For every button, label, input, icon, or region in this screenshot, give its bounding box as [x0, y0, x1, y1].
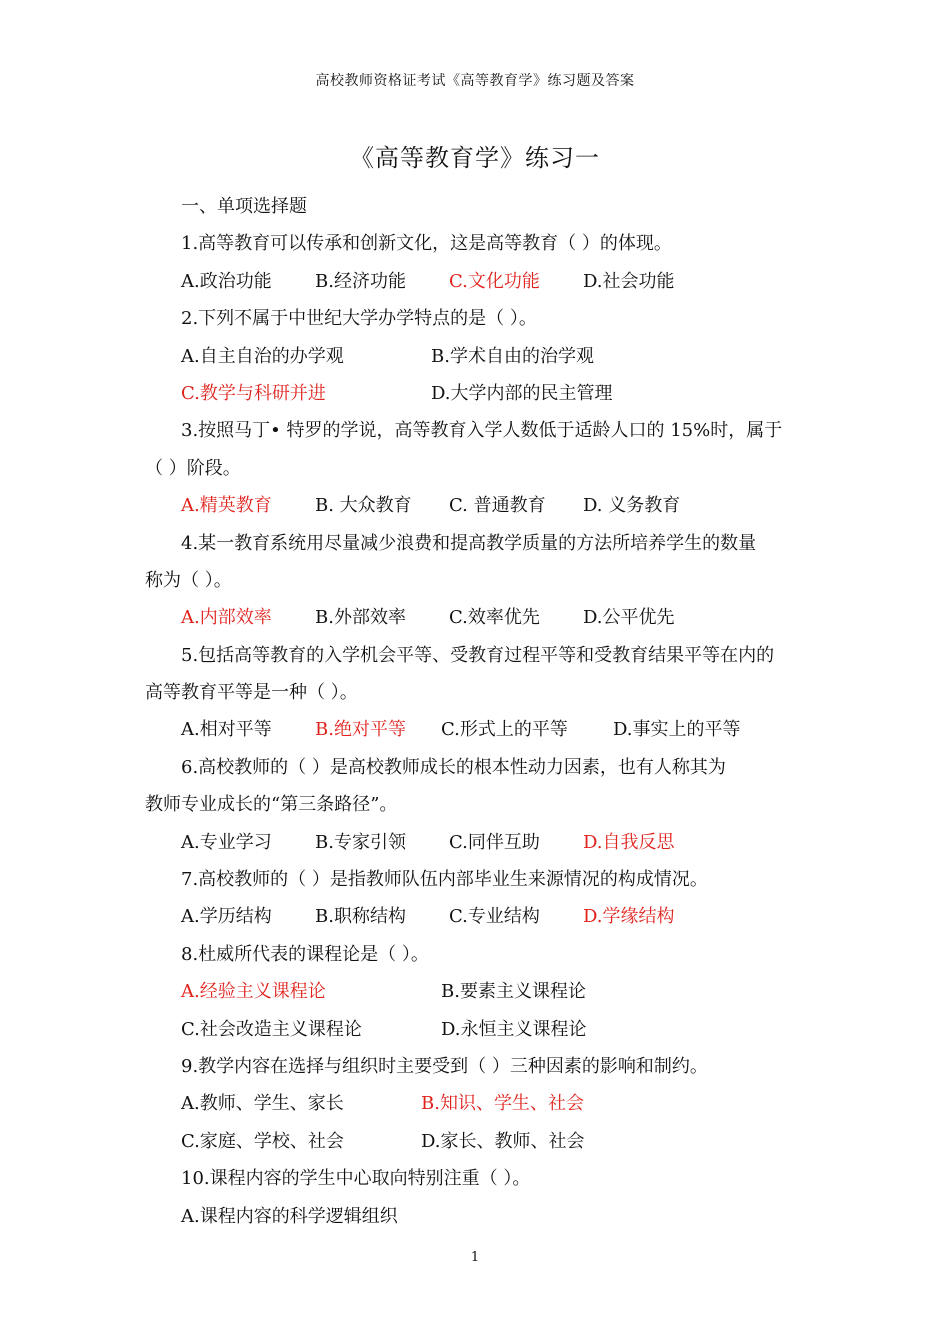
- question-2-options-row-2: [145, 375, 810, 412]
- question-4: 4.某一教育系统用尽量减少浪费和提高教学质量的方法所培养学生的数量: [181, 532, 757, 554]
- option-b: B.要素主义课程论: [441, 981, 586, 1003]
- option-c: C.形式上的平等: [441, 719, 568, 741]
- question-5: 5.包括高等教育的入学机会平等、受教育过程平等和受教育结果平等在内的: [181, 644, 775, 666]
- question-9-options-row-1: [145, 1085, 810, 1122]
- option-c: C.家庭、学校、社会: [181, 1130, 344, 1152]
- option-d: D.公平优先: [583, 607, 675, 629]
- question-6: 6.高校教师的（ ）是高校教师成长的根本性动力因素，也有人称其为: [181, 756, 726, 778]
- question-7-options: [145, 898, 810, 935]
- option-b: B.职称结构: [315, 906, 406, 928]
- option-d-answer: D.自我反思: [583, 831, 675, 853]
- question-4-continued: 称为（ ）。: [145, 569, 232, 591]
- question-2-options-row-1: [145, 338, 810, 375]
- question-1-options: [145, 263, 810, 300]
- option-d: D. 义务教育: [583, 495, 681, 517]
- option-a: A.政治功能: [181, 270, 272, 292]
- option-c: C.专业结构: [449, 906, 540, 928]
- question-7: 7.高校教师的（ ）是指教师队伍内部毕业生来源情况的构成情况。: [181, 869, 708, 891]
- question-8-options-row-2: [145, 1011, 810, 1048]
- option-b: B. 大众教育: [315, 495, 412, 517]
- question-3-options: [145, 487, 810, 524]
- question-5-continued: 高等教育平等是一种（ ）。: [145, 682, 358, 704]
- question-1: 1.高等教育可以传承和创新文化，这是高等教育（ ）的体现。: [181, 233, 672, 255]
- question-3-continued: （ ）阶段。: [145, 457, 241, 479]
- question-10: 10.课程内容的学生中心取向特别注重（ ）。: [181, 1168, 531, 1190]
- option-c: C.同伴互助: [449, 831, 540, 853]
- question-3: 3.按照马丁• 特罗的学说，高等教育入学人数低于适龄人口的 15%时，属于: [181, 420, 783, 442]
- option-c: C. 普通教育: [449, 495, 546, 517]
- option-a: A.教师、学生、家长: [181, 1093, 344, 1115]
- question-8: 8.杜威所代表的课程论是（ ）。: [181, 943, 429, 965]
- option-d: D.家长、教师、社会: [421, 1130, 585, 1152]
- option-c: C.社会改造主义课程论: [181, 1018, 362, 1040]
- section-heading: 一、单项选择题: [181, 196, 307, 217]
- question-8-options-row-1: [145, 973, 810, 1010]
- option-a: A.专业学习: [181, 831, 272, 853]
- running-header: 高校教师资格证考试《高等教育学》练习题及答案: [315, 73, 635, 89]
- option-a-answer: A.内部效率: [181, 607, 272, 629]
- question-9: 9.教学内容在选择与组织时主要受到（ ）三种因素的影响和制约。: [181, 1055, 708, 1077]
- question-6-continued: 教师专业成长的“第三条路径”。: [145, 794, 398, 816]
- option-a-answer: A.精英教育: [181, 495, 272, 517]
- option-b-answer: B.知识、学生、社会: [421, 1093, 584, 1115]
- option-a: A.自主自治的办学观: [181, 345, 344, 367]
- option-a: A.学历结构: [181, 906, 272, 928]
- question-10-options: [145, 1198, 810, 1235]
- option-a: A.相对平等: [181, 719, 272, 741]
- option-c-answer: C.文化功能: [449, 270, 540, 292]
- option-b-answer: B.绝对平等: [315, 719, 406, 741]
- question-2: 2.下列不属于中世纪大学办学特点的是（ ）。: [181, 308, 537, 330]
- question-list: [145, 188, 810, 1235]
- page-number: 1: [470, 1250, 480, 1265]
- option-d: D.大学内部的民主管理: [431, 382, 613, 404]
- option-c: C.效率优先: [449, 607, 540, 629]
- question-5-options: [145, 711, 810, 748]
- option-b: B.外部效率: [315, 607, 406, 629]
- option-d: D.永恒主义课程论: [441, 1018, 587, 1040]
- question-6-options: [145, 824, 810, 861]
- page-title: 《高等教育学》练习一: [350, 144, 600, 172]
- option-b: B.专家引领: [315, 831, 406, 853]
- option-d: D.事实上的平等: [613, 719, 741, 741]
- option-a: A.课程内容的科学逻辑组织: [181, 1205, 398, 1227]
- question-9-options-row-2: [145, 1123, 810, 1160]
- option-b: B.学术自由的治学观: [431, 345, 594, 367]
- option-b: B.经济功能: [315, 270, 406, 292]
- option-c-answer: C.教学与科研并进: [181, 382, 326, 404]
- option-d-answer: D.学缘结构: [583, 906, 675, 928]
- option-a-answer: A.经验主义课程论: [181, 981, 326, 1003]
- question-4-options: [145, 599, 810, 636]
- option-d: D.社会功能: [583, 270, 675, 292]
